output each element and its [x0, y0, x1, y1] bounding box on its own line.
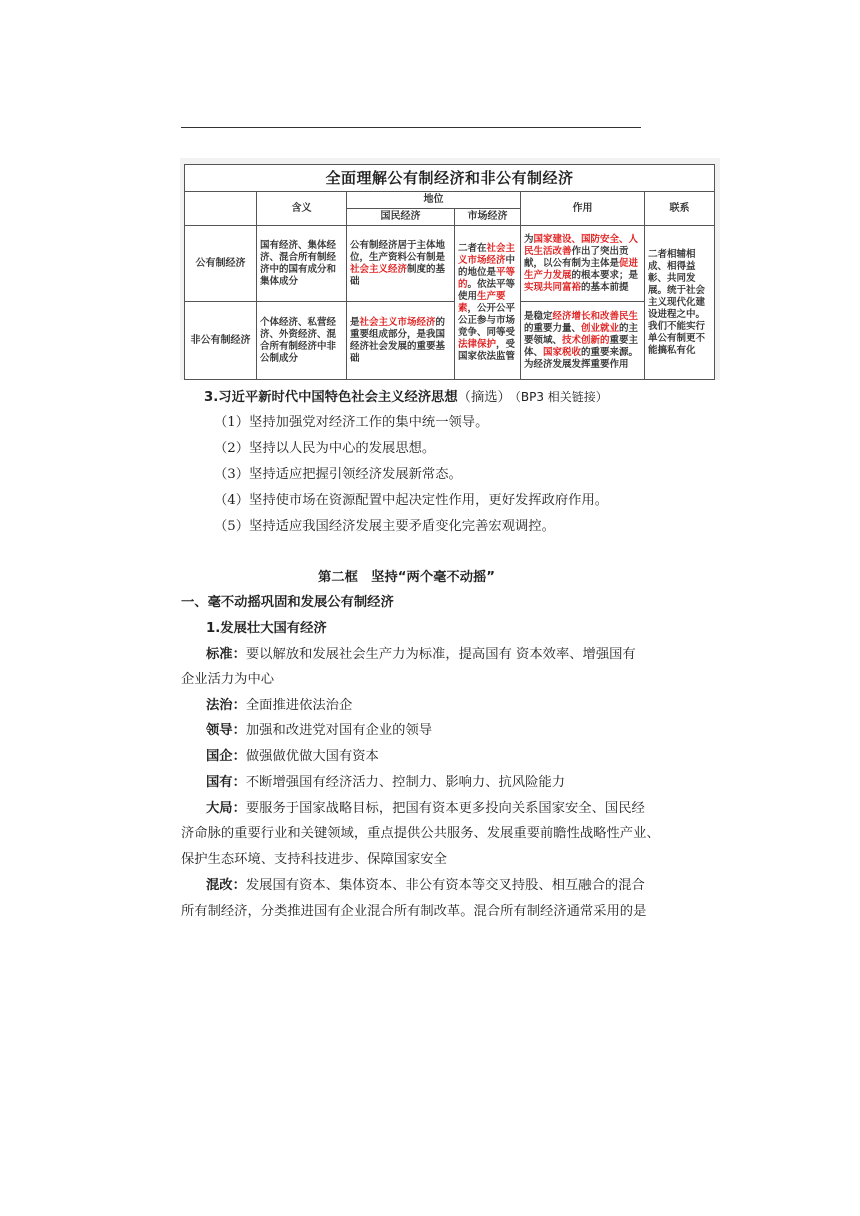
nonpublic-role: 是稳定经济增长和改善民生的重要力量、创业就业的主要领域、技术创新的重要主体、国家税收的重要来源。为经济发展发挥重要作用: [521, 302, 645, 380]
section3-item-4: （4）坚持使市场在资源配置中起决定性作用，更好发挥政府作用。: [214, 493, 609, 508]
public-national-status: 公有制经济居于主体地位，生产资料公有制是社会主义经济制度的基础: [347, 226, 455, 302]
mix-line-2: 所有制经济，分类推进国有企业混合所有制改革。混合所有制经济通常采用的是: [181, 904, 647, 919]
summary-table-figure: [180, 158, 720, 380]
soe-line: 国企：做强做优做大国有资本: [206, 749, 379, 764]
row-public-name: 公有制经济: [185, 226, 257, 302]
big-line-2: 济命脉的重要行业和关键领域，重点提供公共服务、发展重要前瞻性战略性产业、: [181, 826, 660, 841]
mix-line-1: 混改：发展国有资本、集体资本、非公有资本等交叉持股、相互融合的混合: [206, 878, 645, 893]
section3-item-5: （5）坚持适应我国经济发展主要矛盾变化完善宏观调控。: [214, 519, 555, 534]
header-status: 地位: [347, 192, 521, 209]
header-national-economy: 国民经济: [347, 209, 455, 226]
state-line: 国有：不断增强国有经济活力、控制力、影响力、抗风险能力: [206, 775, 566, 790]
nonpublic-national-status: 是社会主义市场经济的重要组成部分，是我国经济社会发展的重要基础: [347, 302, 455, 380]
header-relation: 联系: [645, 192, 715, 226]
header-role: 作用: [521, 192, 645, 226]
standard-line-2: 企业活力为中心: [181, 672, 275, 687]
table-title: 全面理解公有制经济和非公有制经济: [185, 165, 715, 192]
public-role: 为国家建设、国防安全、人民生活改善作出了突出贡献，以公有制为主体是促进生产力发展的根本要求；是实现共同富裕的基本前提: [521, 226, 645, 302]
row-nonpublic-name: 非公有制经济: [185, 302, 257, 380]
summary-table: [184, 164, 715, 380]
big-line-1: 大局：要服务于国家战略目标，把国有资本更多投向关系国家安全、国民经: [206, 801, 645, 816]
law-line: 法治：全面推进依法治企: [206, 698, 353, 713]
header-rule: [181, 127, 641, 128]
frame2-title: 第二框 坚持“两个毫不动摇”: [318, 570, 496, 585]
section3-heading: 3.习近平新时代中国特色社会主义经济思想（摘选） （BP3 相关链接）: [204, 390, 608, 405]
frame2-heading-1: 一、毫不动摇巩固和发展公有制经济: [181, 595, 394, 610]
market-status: 二者在社会主义市场经济中的地位是平等的。依法平等使用生产要素，公开公平公正参与市场竞争、同等受法律保护，受国家依法监管: [455, 226, 521, 380]
section3-item-2: （2）坚持以人民为中心的发展思想。: [214, 441, 436, 456]
standard-line-1: 标准：要以解放和发展社会生产力为标准，提高国有 资本效率、增强国有: [206, 647, 636, 662]
lead-line: 领导：加强和改进党对国有企业的领导: [206, 723, 433, 738]
header-market-economy: 市场经济: [455, 209, 521, 226]
public-meaning: 国有经济、集体经济、混合所有制经济中的国有成分和集体成分: [257, 226, 347, 302]
header-blank: [185, 192, 257, 226]
header-meaning: 含义: [257, 192, 347, 226]
section3-item-1: （1）坚持加强党对经济工作的集中统一领导。: [214, 415, 489, 430]
section3-item-3: （3）坚持适应把握引领经济发展新常态。: [214, 467, 462, 482]
relation-cell: 二者相辅相成、相得益彰、共同发展。统于社会主义现代化建设进程之中。我们不能实行单公有制更不能搞私有化: [645, 226, 715, 380]
nonpublic-meaning: 个体经济、私营经济、外资经济、混合所有制经济中非公制成分: [257, 302, 347, 380]
big-line-3: 保护生态环境、支持科技进步、保障国家安全: [181, 852, 447, 867]
frame2-heading-2: 1.发展壮大国有经济: [206, 621, 327, 636]
